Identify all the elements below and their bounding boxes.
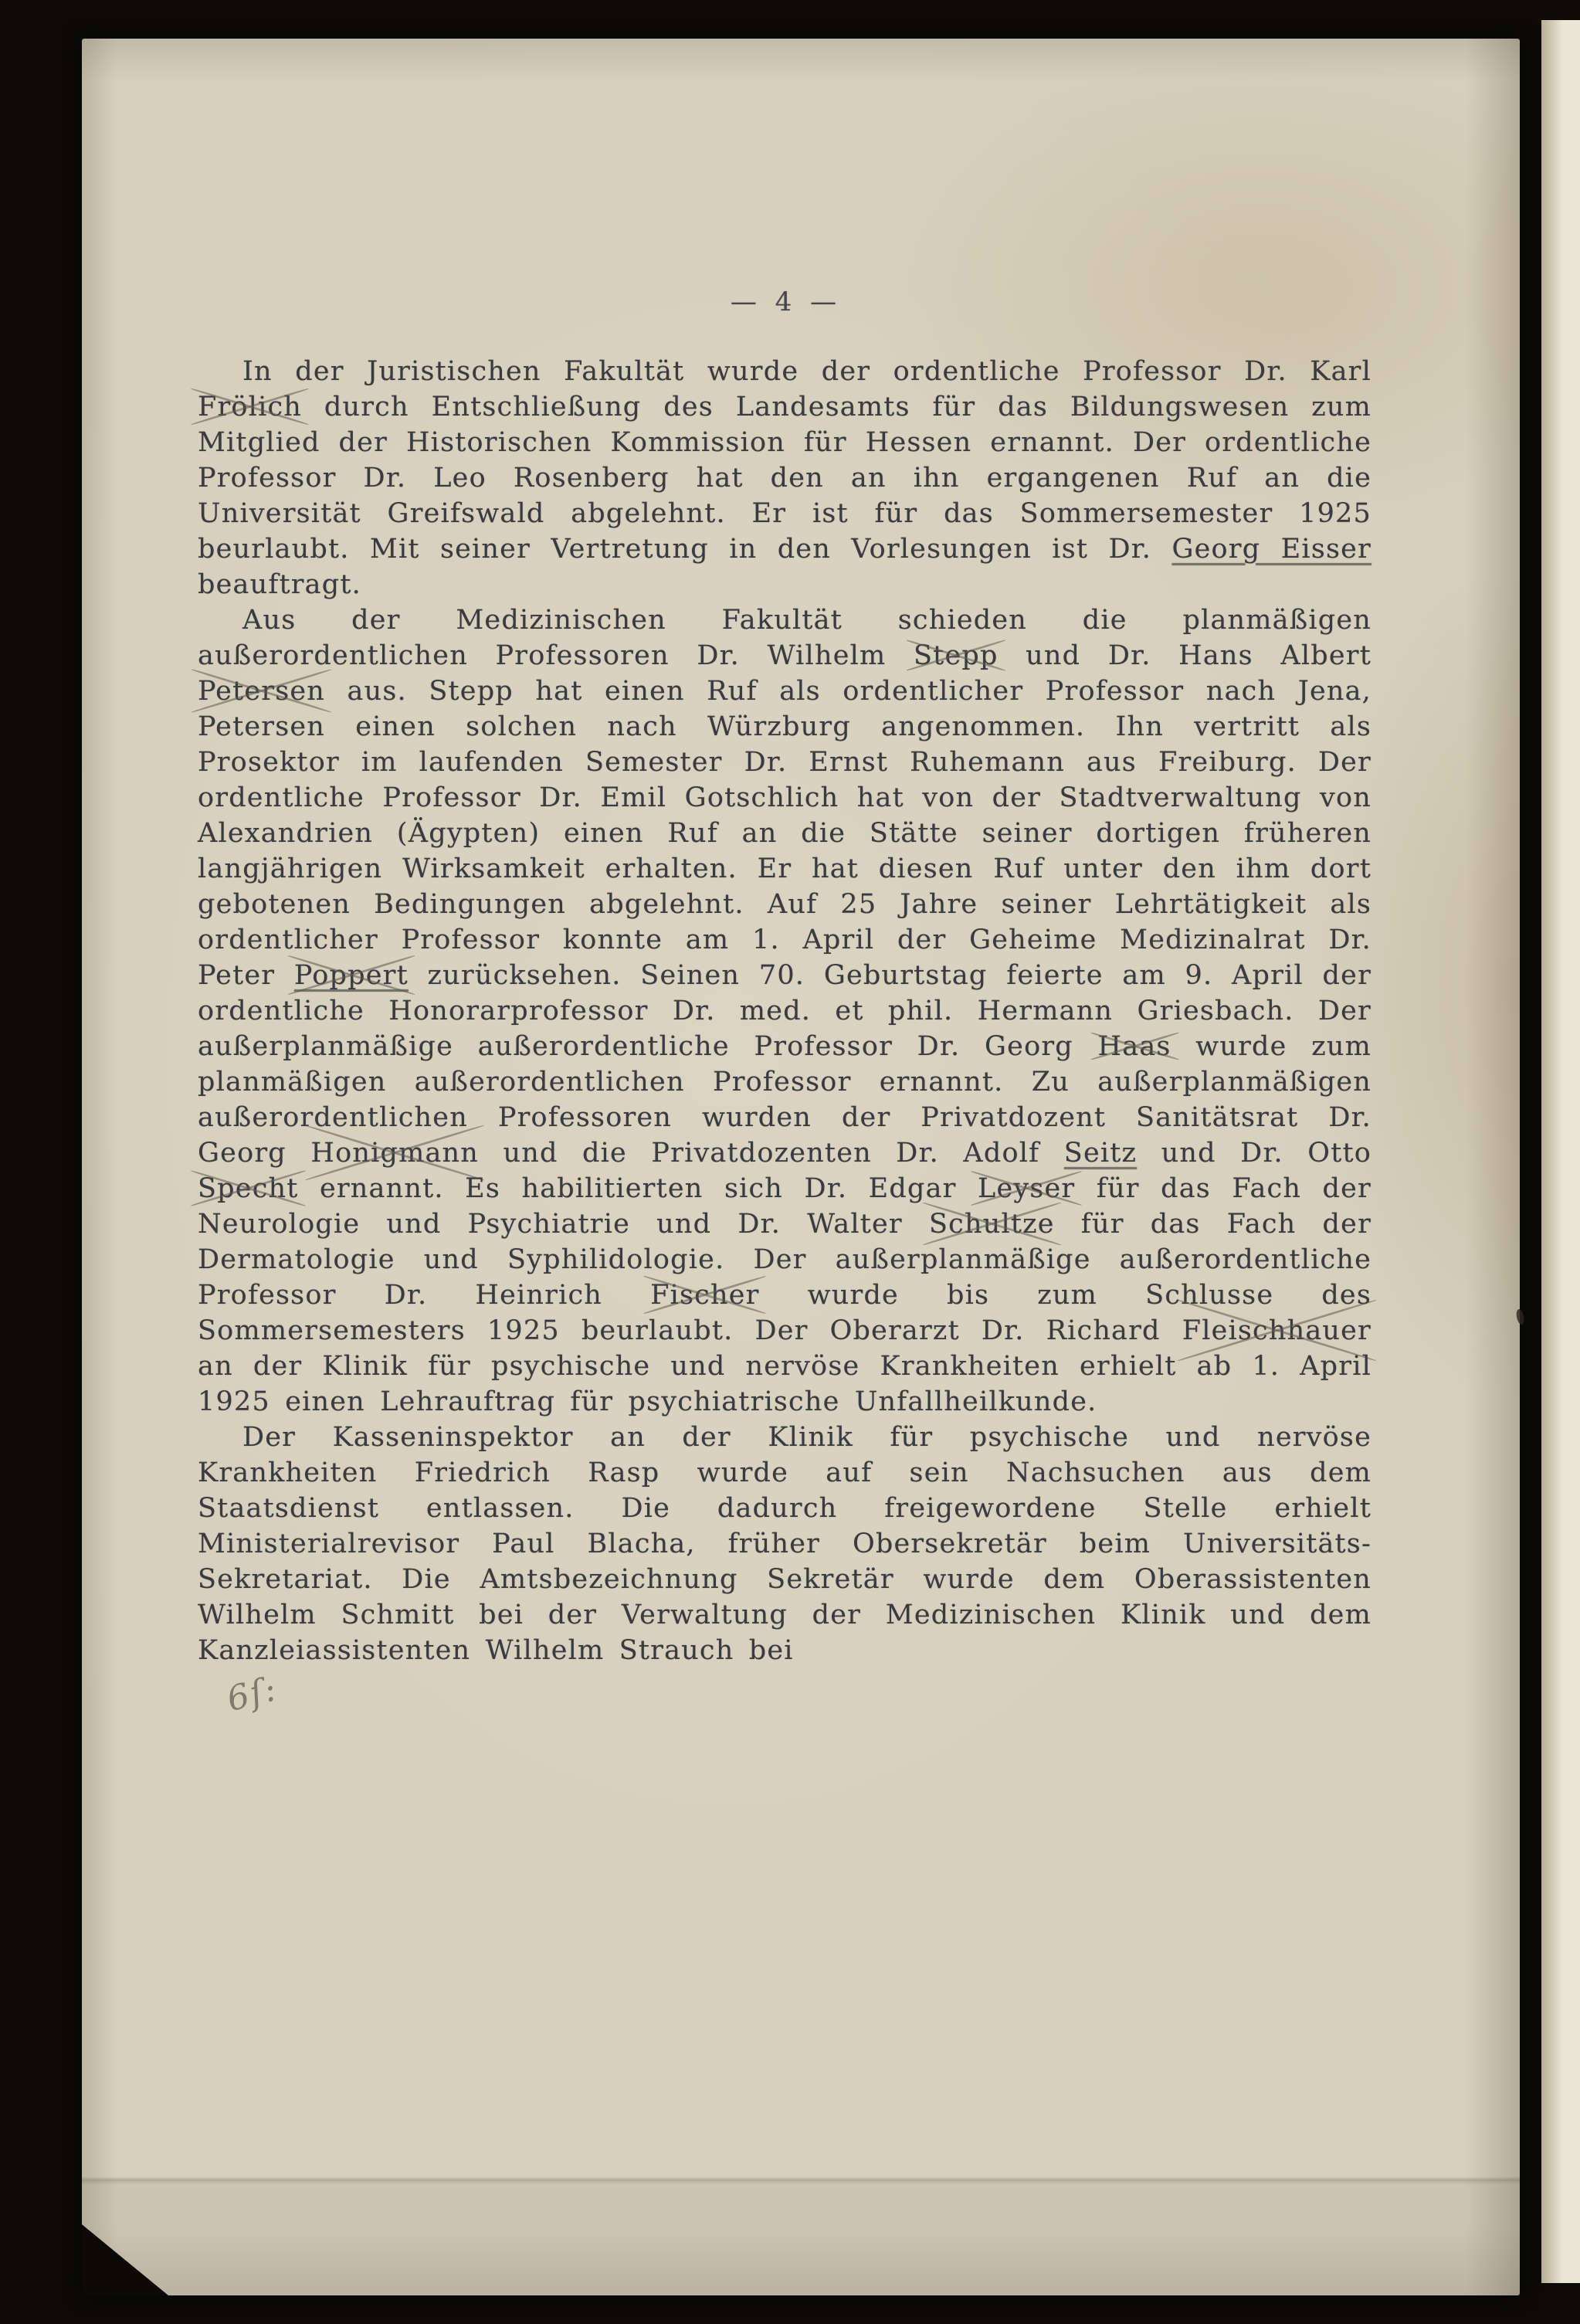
- crossed-out-name: Specht: [198, 1173, 299, 1204]
- text-segment: Aus der Medizinischen Fakultät schieden die planmäßigen außerordentlichen Professoren Dr. Wilhelm: [198, 605, 1371, 671]
- page-fold-shading: [82, 2183, 1520, 2295]
- crossed-out-name: Stepp: [914, 640, 999, 671]
- text-segment: für das Fach der Neurologie und Psychiatrie und Dr. Walter: [198, 1173, 1371, 1240]
- text-block: [198, 284, 1371, 1668]
- crossed-out-name: Poppert: [293, 960, 409, 991]
- crossed-out-name: Leyser: [978, 1173, 1076, 1204]
- body-text: [198, 354, 1371, 1668]
- page-number: — 4 —: [730, 287, 839, 317]
- crossed-out-name: Schultze: [929, 1209, 1055, 1240]
- text-segment: wurde zum planmäßigen außerordentlichen Professor ernannt. Zu außerplanmäßigen außerordentlichen Professoren wurden der Privatdozent Sanitätsrat Dr. Georg: [198, 1031, 1371, 1169]
- text-segment: und Dr. Otto: [1137, 1138, 1371, 1169]
- text-segment: durch Entschließung des Landesamts für das Bildungswesen zum Mitglied der Historischen Kommission für Hessen ernannt. Der ordentliche Professor Dr. Leo Rosenberg hat den an ihn ergangenen Ruf an die Universität Greifswald abgelehnt. Er ist für das Sommersemester 1925 beurlaubt. Mit seiner Vertretung in den Vorlesungen ist Dr.: [198, 392, 1371, 565]
- text-segment: und Dr. Hans Albert: [998, 640, 1372, 671]
- crossed-out-name: Fleischhauer: [1182, 1315, 1371, 1346]
- document-page: [82, 39, 1520, 2295]
- text-segment: aus. Stepp hat einen Ruf als ordentlicher Professor nach Jena, Petersen einen solchen nach Würzburg angenommen. Ihn vertritt als Prosektor im laufenden Semester Dr. Ernst Ruhemann aus Freiburg. Der ordentliche Professor Dr. Emil Gotschlich hat von der Stadtverwaltung von Alexandrien (Ägypten) einen Ruf an die Stätte seiner dortigen früheren langjährigen Wirksamkeit erhalten. Er hat diesen Ruf unter den ihm dort gebotenen Bedingungen abgelehnt. Auf 25 Jahre seiner Lehrtätigkeit als ordentlicher Professor konnte am 1. April der Geheime Medizinalrat Dr. Peter: [198, 676, 1371, 991]
- text-segment: In der Juristischen Fakultät wurde der ordentliche Professor Dr. Karl: [242, 356, 1371, 387]
- crossed-out-name: Haas: [1097, 1031, 1171, 1062]
- text-segment: an der Klinik für psychische und nervöse Krankheiten erhielt ab 1. April 1925 einen Lehrauftrag für psychiatrische Unfallheilkunde.: [198, 1351, 1371, 1417]
- page-corner-shadow: [82, 2224, 168, 2295]
- text-segment: wurde bis zum Schlusse des Sommersemesters 1925 beurlaubt. Der Oberarzt Dr. Richard: [198, 1280, 1371, 1346]
- crossed-out-name: Frölich: [198, 392, 303, 422]
- underlined-name: Georg Eisser: [1171, 534, 1371, 565]
- underlined-name: Seitz: [1063, 1138, 1138, 1169]
- paragraph: [198, 602, 1371, 1420]
- adjacent-page-edge: [1541, 20, 1580, 2283]
- text-segment: Der Kasseninspektor an der Klinik für psychische und nervöse Krankheiten Friedrich Rasp wurde auf sein Nachsuchen aus dem Staatsdienst entlassen. Die dadurch freigewordene Stelle erhielt Ministerialrevisor Paul Blacha, früher Obersekretär beim Universitäts-Sekretariat. Die Amtsbezeichnung Sekretär wurde dem Oberassistenten Wilhelm Schmitt bei der Verwaltung der Medizinischen Klinik und dem Kanzleiassistenten Wilhelm Strauch bei: [198, 1422, 1371, 1666]
- text-segment: und die Privatdozenten Dr. Adolf: [479, 1138, 1064, 1169]
- crossed-out-name: Fischer: [650, 1280, 760, 1311]
- paragraph: [198, 354, 1371, 602]
- crossed-out-name: Petersen: [198, 676, 326, 707]
- text-segment: für das Fach der Dermatologie und Syphilidologie. Der außerplanmäßige außerordentliche Professor Dr. Heinrich: [198, 1209, 1371, 1311]
- handwritten-margin-note: 6ſ:: [222, 1668, 282, 1720]
- text-segment: zurücksehen. Seinen 70. Geburtstag feierte am 9. April der ordentliche Honorarprofessor Dr. med. et phil. Hermann Griesbach. Der außerplanmäßige außerordentliche Professor Dr. Georg: [198, 960, 1371, 1062]
- paragraph: [198, 1420, 1371, 1668]
- text-segment: ernannt. Es habilitierten sich Dr. Edgar: [298, 1173, 978, 1204]
- crossed-out-name: Honigmann: [310, 1138, 480, 1169]
- text-segment: beauftragt.: [198, 569, 361, 600]
